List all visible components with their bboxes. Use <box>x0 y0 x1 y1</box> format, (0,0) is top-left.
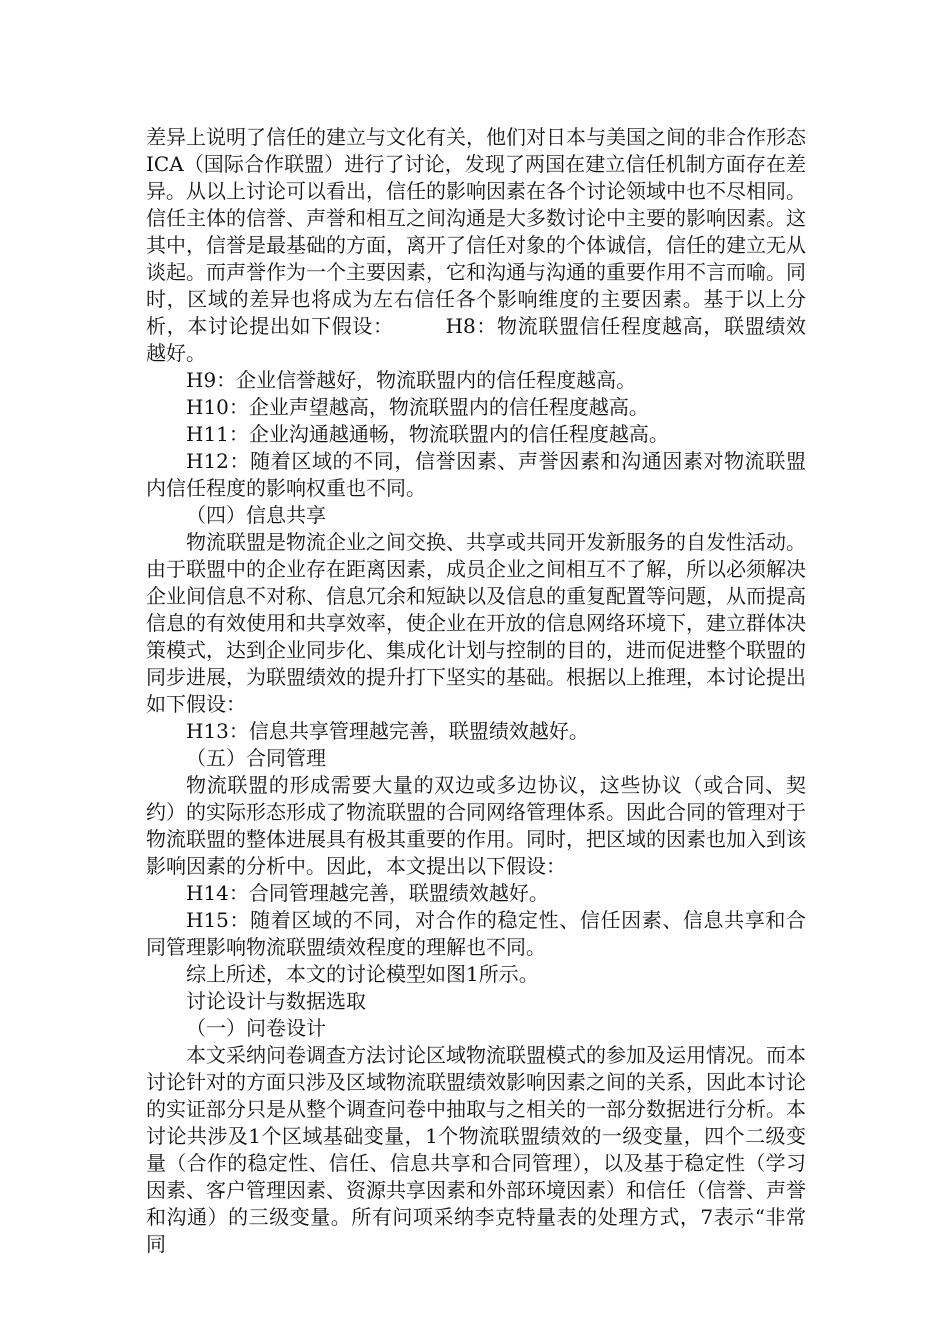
hypothesis-h9: H9：企业信誉越好，物流联盟内的信任程度越高。 <box>186 368 637 392</box>
hypothesis-h13: H13：信息共享管理越完善，联盟绩效越好。 <box>186 719 589 743</box>
paragraph-contract-management: 物流联盟的形成需要大量的双边或多边协议，这些协议（或合同、契约）的实际形态形成了物流联盟的合同网络管理体系。因此合同的管理对于物流联盟的整体进展具有极其重要的作用。同时，把区域的因素也加入到该影响因素的分析中。因此，本文提出以下假设： <box>146 773 806 878</box>
paragraph-info-sharing: 物流联盟是物流企业之间交换、共享或共同开发新服务的自发性活动。由于联盟中的企业存在距离因素，成员企业之间相互不了解，所以必须解决企业间信息不对称、信息冗余和短缺以及信息的重复配置等问题，从而提高信息的有效使用和共享效率，使企业在开放的信息网络环境下，建立群体决策模式，达到企业同步化、集成化计划与控制的目的，进而促进整个联盟的同步进展，为联盟绩效的提升打下坚实的基础。根据以上推理，本讨论提出如下假设： <box>146 530 806 716</box>
hypothesis-h12: H12：随着区域的不同，信誉因素、声誉因素和沟通因素对物流联盟内信任程度的影响权重也不同。 <box>146 449 806 500</box>
hypothesis-h15: H15：随着区域的不同，对合作的稳定性、信任因素、信息共享和合同管理影响物流联盟绩效程度的理解也不同。 <box>146 908 806 959</box>
hypothesis-h14: H14：合同管理越完善，联盟绩效越好。 <box>186 881 549 905</box>
section-heading-research-design: 讨论设计与数据选取 <box>186 989 366 1013</box>
section-heading-contract-management: （五）合同管理 <box>186 746 326 770</box>
hypothesis-h10: H10：企业声望越高，物流联盟内的信任程度越高。 <box>186 395 649 419</box>
paragraph-questionnaire-design: 本文采纳问卷调查方法讨论区域物流联盟模式的参加及运用情况。而本讨论针对的方面只涉及区域物流联盟绩效影响因素之间的关系，因此本讨论的实证部分只是从整个调查问卷中抽取与之相关的一部分数据进行分析。本讨论共涉及1个区域基础变量，1个物流联盟绩效的一级变量，四个二级变量（合作的稳定性、信任、信息共享和合同管理），以及基于稳定性（学习因素、客户管理因素、资源共享因素和外部环境因素）和信任（信誉、声誉和沟通）的三级变量。所有问项采纳李克特量表的处理方式，7表示“非常同 <box>146 1043 806 1256</box>
paragraph-trust-continuation: 差异上说明了信任的建立与文化有关，他们对日本与美国之间的非合作形态ICA（国际合作联盟）进行了讨论，发现了两国在建立信任机制方面存在差异。从以上讨论可以看出，信任的影响因素在各个讨论领域中也不尽相同。信任主体的信誉、声誉和相互之间沟通是大多数讨论中主要的影响因素。这其中，信誉是最基础的方面，离开了信任对象的个体诚信，信任的建立无从谈起。而声誉作为一个主要因素，它和沟通与沟通的重要作用不言而喻。同时，区域的差异也将成为左右信任各个影响维度的主要因素。基于以上分析，本讨论提出如下假设： H8：物流联盟信任程度越高，联盟绩效越好。 <box>146 125 806 365</box>
document-body <box>146 124 806 1258</box>
hypothesis-h11: H11：企业沟通越通畅，物流联盟内的信任程度越高。 <box>186 422 669 446</box>
section-heading-questionnaire-design: （一）问卷设计 <box>186 1016 326 1040</box>
paragraph-summary: 综上所述，本文的讨论模型如图1所示。 <box>186 962 539 986</box>
section-heading-info-sharing: （四）信息共享 <box>186 503 326 527</box>
